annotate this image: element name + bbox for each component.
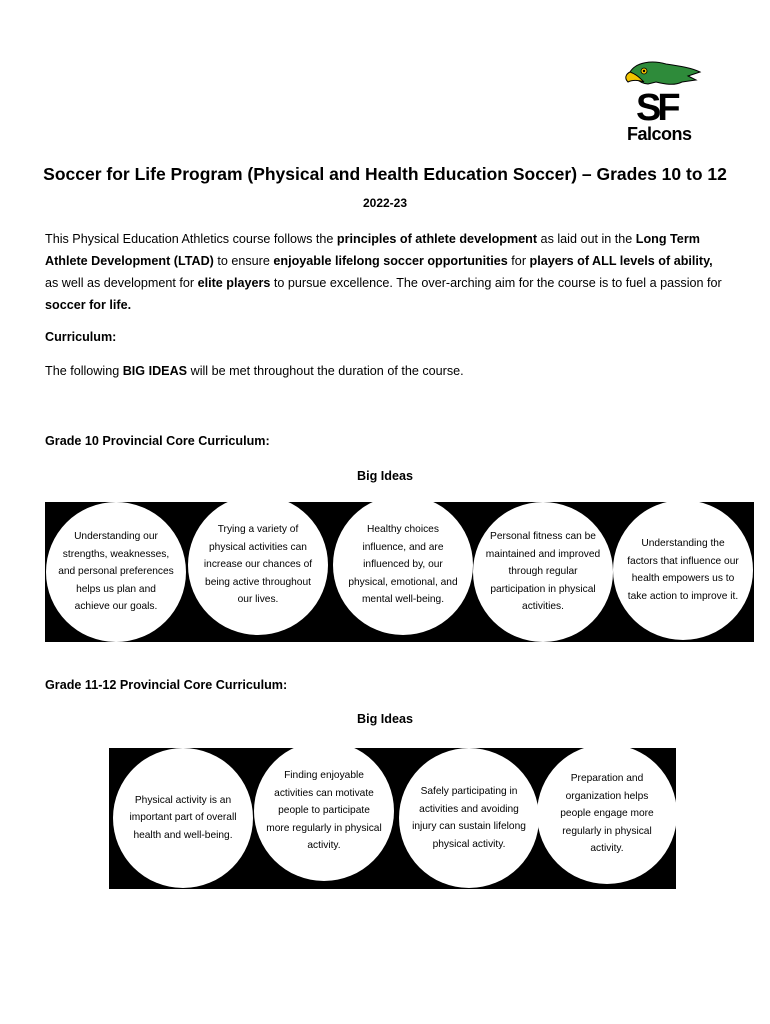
- grade11-12-idea-circle: Preparation and organization helps people engage more regularly in physical activity.: [537, 744, 677, 884]
- intro-paragraph: This Physical Education Athletics course follows the principles of athlete development as laid out in the Long Term Athlete Development (LTAD) to ensure enjoyable lifelong soccer opportunities for players of ALL levels of ability, as well as development for elite players to pursue excellence. The over-arching aim for the course is to fuel a passion for soccer for life.: [45, 232, 722, 312]
- curriculum-label: Curriculum:: [45, 330, 117, 344]
- big-ideas-line: The following BIG IDEAS will be met throughout the duration of the course.: [45, 364, 464, 378]
- logo-name: Falcons: [627, 124, 692, 144]
- grade10-heading: Grade 10 Provincial Core Curriculum:: [45, 434, 270, 448]
- grade10-big-ideas-title: Big Ideas: [357, 469, 413, 483]
- grade10-idea-circle: Healthy choices influence, and are influenced by, our physical, emotional, and mental well-being.: [333, 495, 473, 635]
- grade11-12-heading: Grade 11-12 Provincial Core Curriculum:: [45, 678, 288, 692]
- logo-letters: SF: [636, 87, 677, 129]
- grade10-idea-circle: Personal fitness can be maintained and improved through regular participation in physical activities.: [473, 502, 613, 642]
- page-title: Soccer for Life Program (Physical and Health Education Soccer) – Grades 10 to 12: [43, 164, 727, 184]
- grade10-idea-circle: Understanding the factors that influence our health empowers us to take action to improve it.: [613, 500, 753, 640]
- grade11-12-idea-circle: Finding enjoyable activities can motivate people to participate more regularly in physical activity.: [254, 741, 394, 881]
- grade11-12-big-ideas-title: Big Ideas: [357, 712, 413, 726]
- school-year: 2022-23: [362, 196, 408, 210]
- grade11-12-idea-circle: Safely participating in activities and avoiding injury can sustain lifelong physical activity.: [399, 748, 539, 888]
- grade11-12-idea-circle: Physical activity is an important part of overall health and well-being.: [113, 748, 253, 888]
- grade10-idea-circle: Understanding our strengths, weaknesses, and personal preferences helps us plan and achieve our goals.: [46, 502, 186, 642]
- grade10-idea-circle: Trying a variety of physical activities can increase our chances of being active throughout our lives.: [188, 495, 328, 635]
